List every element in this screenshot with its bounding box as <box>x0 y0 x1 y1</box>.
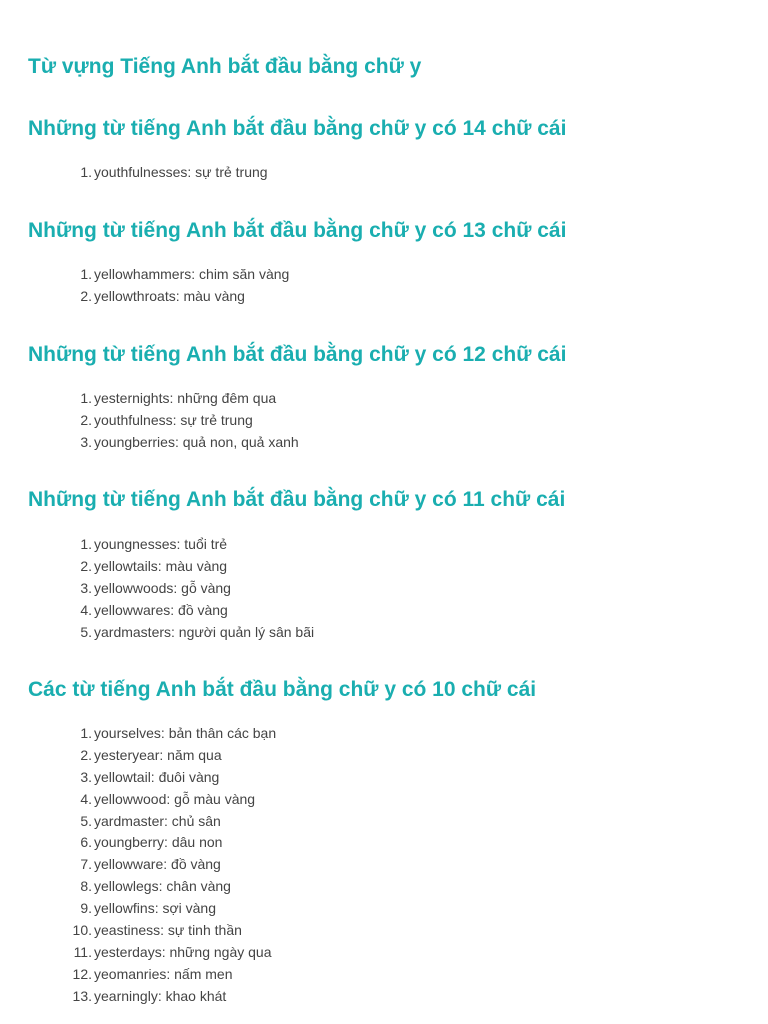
item-text: youthfulnesses: sự trẻ trung <box>94 164 268 180</box>
item-number: 2. <box>80 746 92 763</box>
item-text: yardmasters: người quản lý sân bãi <box>94 623 315 640</box>
item-text: youngberries: quả non, quả xanh <box>94 433 299 450</box>
item-number: 5. <box>80 623 92 640</box>
item-number: 2. <box>80 557 92 574</box>
section-heading: Những từ tiếng Anh bắt đầu bằng chữ y có 14 chữ cái <box>28 117 567 140</box>
item-number: 11. <box>73 943 92 960</box>
item-text: yourselves: bản thân các bạn <box>94 725 277 741</box>
section-13-letters <box>28 218 740 304</box>
item-number: 10. <box>72 922 92 939</box>
page-title: Từ vựng Tiếng Anh bắt đầu bằng chữ y <box>28 55 422 78</box>
item-number: 1. <box>80 536 92 552</box>
item-number: 3. <box>80 579 92 596</box>
item-number: 8. <box>80 878 92 895</box>
item-text: yellowwoods: gỗ vàng <box>94 579 231 596</box>
item-text: yellowfins: sợi vàng <box>94 900 217 917</box>
item-text: yellowwares: đồ vàng <box>94 601 228 618</box>
item-text: yesternights: những đêm qua <box>94 390 277 406</box>
item-number: 2. <box>80 411 92 428</box>
item-number: 12. <box>72 965 92 982</box>
section-10-letters <box>28 677 740 1004</box>
item-number: 3. <box>80 768 92 785</box>
item-text: yardmaster: chủ sân <box>94 812 221 829</box>
section-12-letters <box>28 342 740 450</box>
item-text: yellowtails: màu vàng <box>94 557 228 574</box>
item-number: 6. <box>80 834 92 851</box>
item-number: 5. <box>80 812 92 829</box>
item-number: 4. <box>80 601 92 618</box>
item-number: 2. <box>80 287 92 304</box>
item-text: youngberry: dâu non <box>94 834 223 851</box>
section-heading: Những từ tiếng Anh bắt đầu bằng chữ y có 13 chữ cái <box>28 219 567 242</box>
section-11-letters <box>28 487 740 640</box>
section-14-letters <box>28 116 740 180</box>
item-text: yesteryear: năm qua <box>94 746 222 763</box>
item-text: youngnesses: tuổi trẻ <box>94 536 228 552</box>
item-number: 7. <box>80 856 92 873</box>
item-text: yellowware: đồ vàng <box>94 856 221 873</box>
item-text: yellowthroats: màu vàng <box>94 287 245 304</box>
item-text: youthfulness: sự trẻ trung <box>94 411 253 428</box>
item-text: yellowwood: gỗ màu vàng <box>94 790 256 807</box>
item-text: yearningly: khao khát <box>94 987 227 1004</box>
section-heading: Các từ tiếng Anh bắt đầu bằng chữ y có 10 chữ cái <box>28 678 537 701</box>
item-number: 13. <box>72 987 92 1004</box>
item-text: yellowlegs: chân vàng <box>94 878 231 895</box>
item-number: 1. <box>80 390 92 406</box>
item-number: 1. <box>80 164 92 180</box>
item-number: 9. <box>80 900 92 917</box>
item-number: 4. <box>80 790 92 807</box>
section-heading: Những từ tiếng Anh bắt đầu bằng chữ y có 11 chữ cái <box>28 488 566 511</box>
item-number: 1. <box>80 725 92 741</box>
item-text: yesterdays: những ngày qua <box>94 943 272 960</box>
item-number: 1. <box>80 266 92 282</box>
item-text: yeastiness: sự tinh thần <box>94 922 242 939</box>
section-heading: Những từ tiếng Anh bắt đầu bằng chữ y có 12 chữ cái <box>28 343 567 366</box>
item-number: 3. <box>80 433 92 450</box>
item-text: yeomanries: nấm men <box>94 965 233 982</box>
item-text: yellowhammers: chim săn vàng <box>94 266 290 282</box>
item-text: yellowtail: đuôi vàng <box>94 768 220 785</box>
